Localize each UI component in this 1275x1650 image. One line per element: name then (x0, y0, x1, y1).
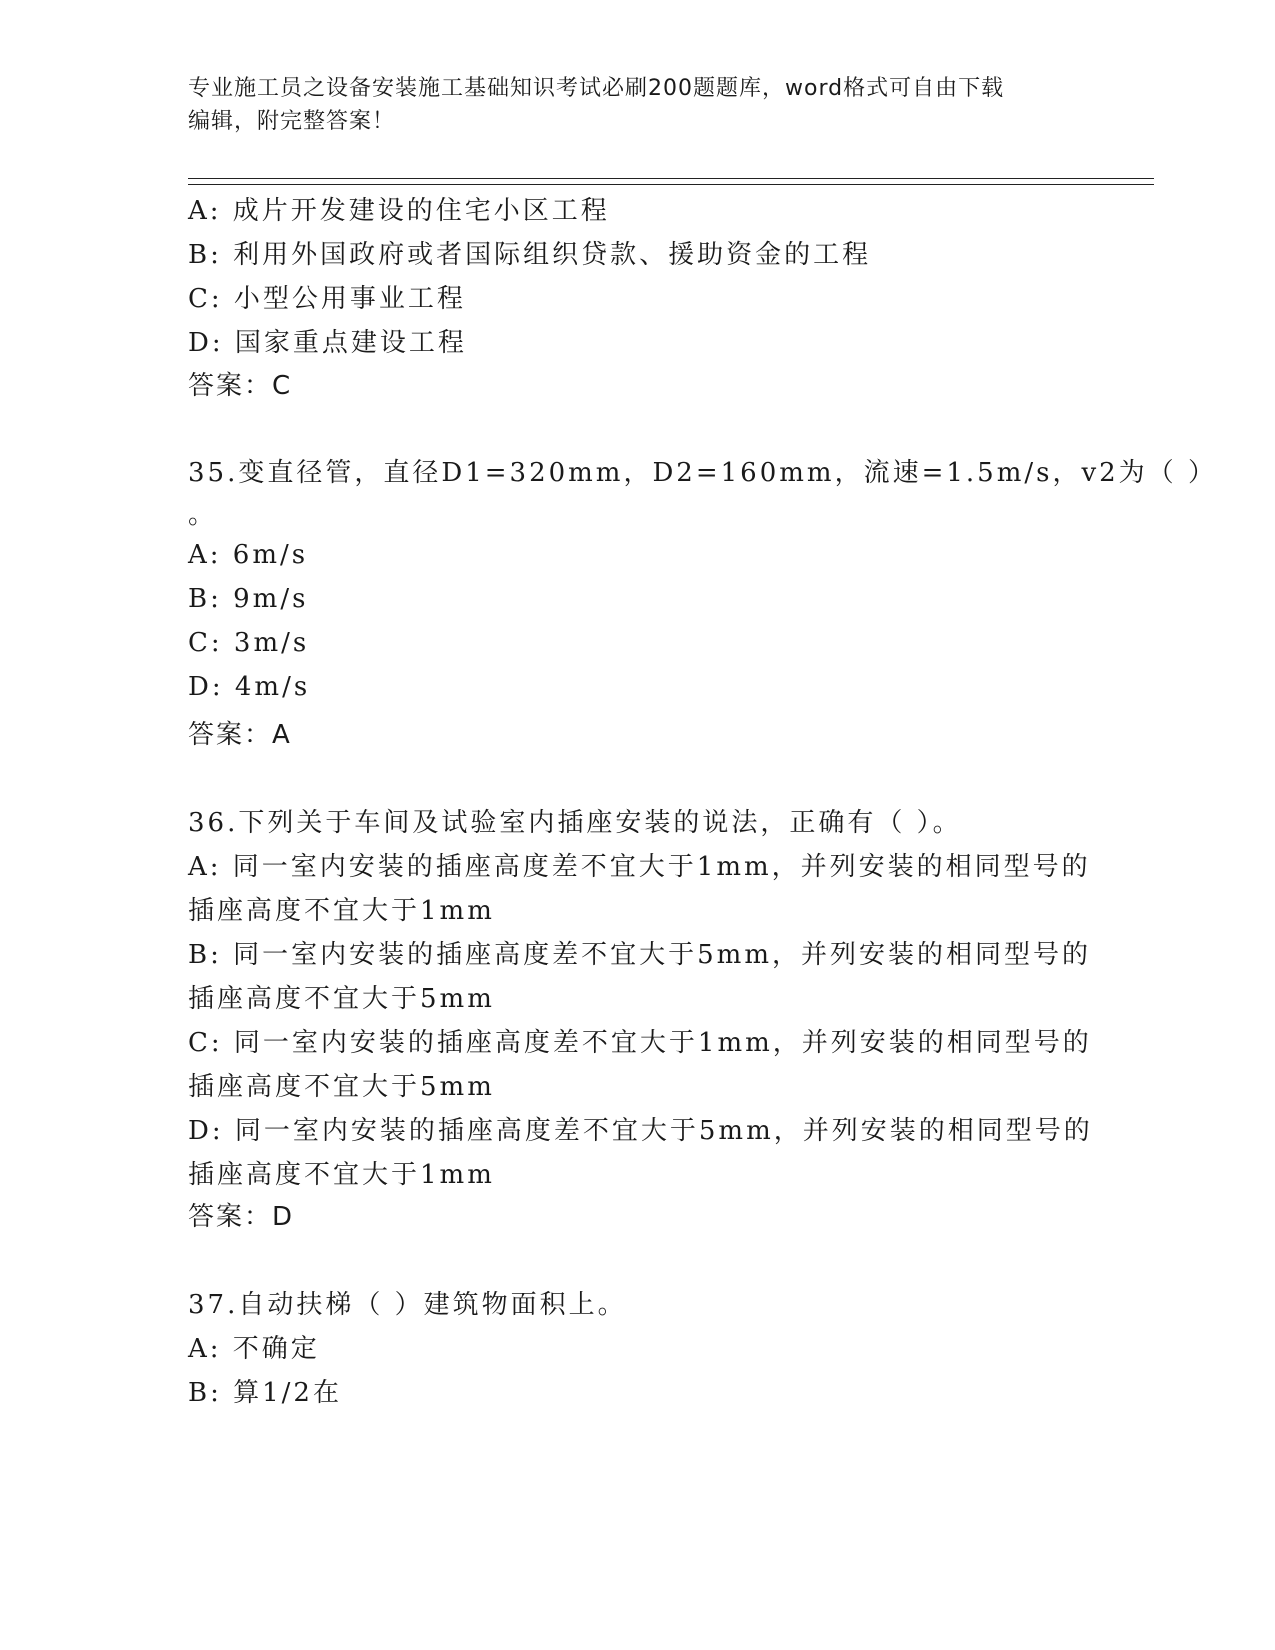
q36-option-b-line-2: 插座高度不宜大于5mm (188, 984, 495, 1014)
q36-option-a-line-1: A: 同一室内安装的插座高度差不宜大于1mm，并列安装的相同型号的 (188, 852, 1091, 882)
header-divider-bottom (188, 184, 1154, 185)
q34-answer: 答案：C (188, 371, 293, 401)
q35-option-c: C: 3m/s (188, 628, 310, 658)
header-title-line-2: 编辑，附完整答案！ (188, 109, 396, 134)
q36-answer: 答案：D (188, 1202, 295, 1232)
q36-option-a-line-2: 插座高度不宜大于1mm (188, 896, 495, 926)
q35-option-b: B: 9m/s (188, 584, 309, 614)
q36-option-c-line-2: 插座高度不宜大于5mm (188, 1072, 495, 1102)
q36-option-d-line-2: 插座高度不宜大于1mm (188, 1160, 495, 1190)
q35-stem-line-1: 35.变直径管，直径D1=320mm，D2=160mm，流速=1.5m/s，v2为（ ） (188, 458, 1217, 488)
q34-option-d: D: 国家重点建设工程 (188, 328, 467, 358)
q36-option-c-line-1: C: 同一室内安装的插座高度差不宜大于1mm，并列安装的相同型号的 (188, 1028, 1092, 1058)
q37-option-a: A: 不确定 (188, 1334, 320, 1364)
q35-option-a: A: 6m/s (188, 540, 309, 570)
header-title-line-1: 专业施工员之设备安装施工基础知识考试必刷200题题库，word格式可自由下载 (188, 76, 1005, 101)
q34-option-c: C: 小型公用事业工程 (188, 284, 466, 314)
q34-option-b: B: 利用外国政府或者国际组织贷款、援助资金的工程 (188, 240, 872, 270)
q35-option-d: D: 4m/s (188, 672, 311, 702)
q36-stem: 36.下列关于车间及试验室内插座安装的说法，正确有（ ）。 (188, 808, 962, 838)
q35-stem-line-2: 。 (188, 500, 218, 530)
q36-option-b-line-1: B: 同一室内安装的插座高度差不宜大于5mm，并列安装的相同型号的 (188, 940, 1091, 970)
q36-option-d-line-1: D: 同一室内安装的插座高度差不宜大于5mm，并列安装的相同型号的 (188, 1116, 1093, 1146)
header-divider-top (188, 178, 1154, 179)
q37-stem: 37.自动扶梯（ ）建筑物面积上。 (188, 1290, 627, 1320)
q35-answer: 答案：A (188, 720, 292, 750)
document-header (188, 72, 1068, 138)
q37-option-b: B: 算1/2在 (188, 1378, 342, 1408)
q34-option-a: A: 成片开发建设的住宅小区工程 (188, 196, 610, 226)
